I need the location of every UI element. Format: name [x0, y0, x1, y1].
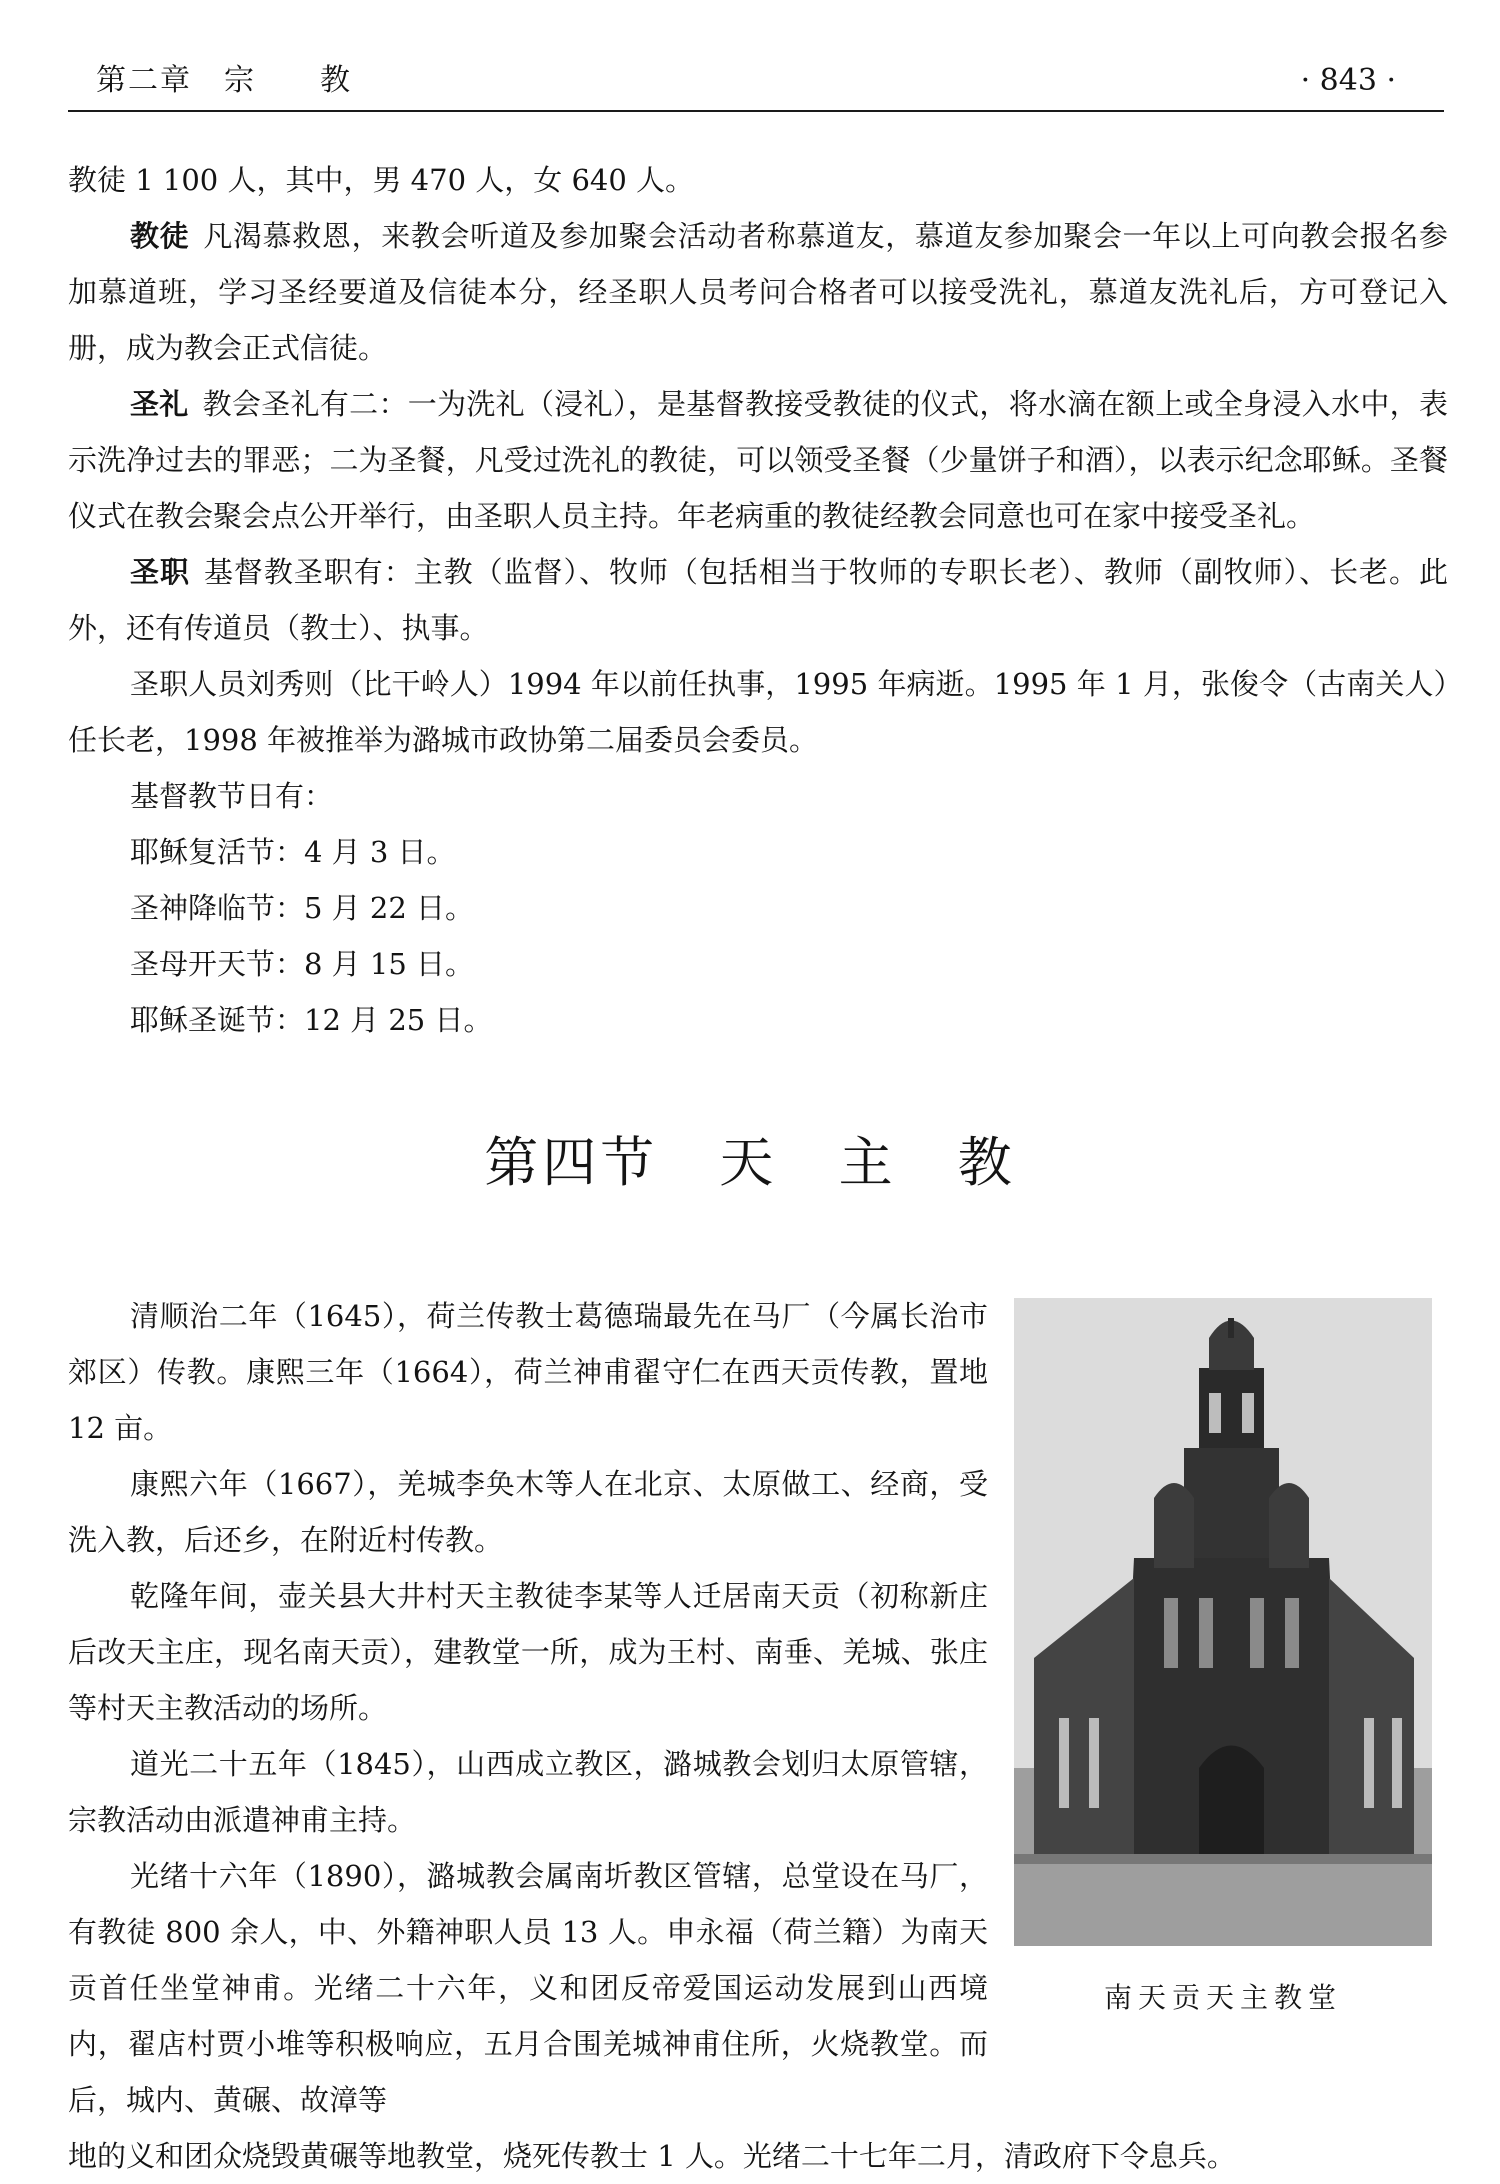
church-photo — [1014, 1298, 1432, 1946]
page-number: · 843 · — [1300, 63, 1396, 98]
clergy-paragraph — [68, 544, 1448, 656]
chapter-title: 第二章 宗 教 — [96, 63, 352, 98]
believers-term: 教徒 — [130, 219, 190, 253]
church-illustration — [1014, 1298, 1432, 1946]
holidays-title: 基督教节日有： — [130, 779, 334, 813]
clergy-people-paragraph: 圣职人员刘秀则（比干岭人）1994 年以前任执事，1995 年病逝。1995 年 1 月，张俊令（古南关人）任长老，1998 年被推举为潞城市政协第二届委员会委员。 — [68, 667, 1448, 757]
holiday-item: 圣神降临节：5 月 22 日。 — [130, 891, 475, 925]
protestant-section-body — [68, 152, 1448, 1048]
photo-caption: 南天贡天主教堂 — [1103, 1981, 1342, 2014]
holiday-item: 耶稣复活节：4 月 3 日。 — [130, 835, 456, 869]
sacraments-text: 教会圣礼有二：一为洗礼（浸礼），是基督教接受教徒的仪式，将水滴在额上或全身浸入水中，表示洗净过去的罪恶；二为圣餐，凡受过洗礼的教徒，可以领受圣餐（少量饼子和酒），以表示纪念耶稣。圣餐仪式在教会聚会点公开举行，由圣职人员主持。年老病重的教徒经教会同意也可在家中接受圣礼。 — [68, 387, 1448, 533]
intro-paragraph: 教徒 1 100 人，其中，男 470 人，女 640 人。 — [68, 163, 695, 197]
catholic-paragraph: 乾隆年间，壶关县大井村天主教徒李某等人迁居南天贡（初称新庄后改天主庄，现名南天贡），建教堂一所，成为王村、南垂、羌城、张庄等村天主教活动的场所。 — [68, 1579, 988, 1725]
catholic-paragraph-continued: 地的义和团众烧毁黄碾等地教堂，烧死传教士 1 人。光绪二十七年二月，清政府下令息兵。 — [68, 2139, 1236, 2173]
clergy-term: 圣职 — [130, 555, 190, 589]
holiday-item: 圣母开天节：8 月 15 日。 — [130, 947, 475, 981]
believers-paragraph — [68, 208, 1448, 376]
section-number: 第四节 — [484, 1131, 659, 1194]
catholic-paragraph: 康熙六年（1667），羌城李奂木等人在北京、太原做工、经商，受洗入教，后还乡，在附近村传教。 — [68, 1467, 988, 1557]
believers-text: 凡渴慕救恩，来教会听道及参加聚会活动者称慕道友，慕道友参加聚会一年以上可向教会报名参加慕道班，学习圣经要道及信徒本分，经圣职人员考问合格者可以接受洗礼，慕道友洗礼后，方可登记入册，成为教会正式信徒。 — [68, 219, 1448, 365]
catholic-paragraph: 光绪十六年（1890），潞城教会属南圻教区管辖，总堂设在马厂，有教徒 800 余人，中、外籍神职人员 13 人。申永福（荷兰籍）为南天贡首任坐堂神甫。光绪二十六年，义和团反帝爱国运动发展到山西境内，翟店村贾小堆等积极响应，五月合围羌城神甫住所，火烧教堂。而后，城内、黄碾、故漳等 — [68, 1859, 988, 2117]
section-title-char: 主 — [838, 1131, 897, 1194]
sacraments-term: 圣礼 — [130, 387, 189, 421]
sacraments-paragraph — [68, 376, 1448, 544]
clergy-text: 基督教圣职有：主教（监督）、牧师（包括相当于牧师的专职长老）、教师（副牧师）、长老。此外，还有传道员（教士）、执事。 — [68, 555, 1448, 645]
catholic-paragraph: 道光二十五年（1845），山西成立教区，潞城教会划归太原管辖，宗教活动由派遣神甫主持。 — [68, 1747, 988, 1837]
catholic-paragraph: 清顺治二年（1645），荷兰传教士葛德瑞最先在马厂（今属长治市郊区）传教。康熙三年（1664），荷兰神甫翟守仁在西天贡传教，置地 12 亩。 — [68, 1299, 988, 1445]
section-title-char: 天 — [719, 1131, 778, 1194]
section-title — [0, 1128, 1500, 1198]
section-title-char: 教 — [957, 1131, 1016, 1194]
running-header — [68, 58, 1444, 104]
header-rule — [68, 110, 1444, 112]
holiday-item: 耶稣圣诞节：12 月 25 日。 — [130, 1003, 493, 1037]
